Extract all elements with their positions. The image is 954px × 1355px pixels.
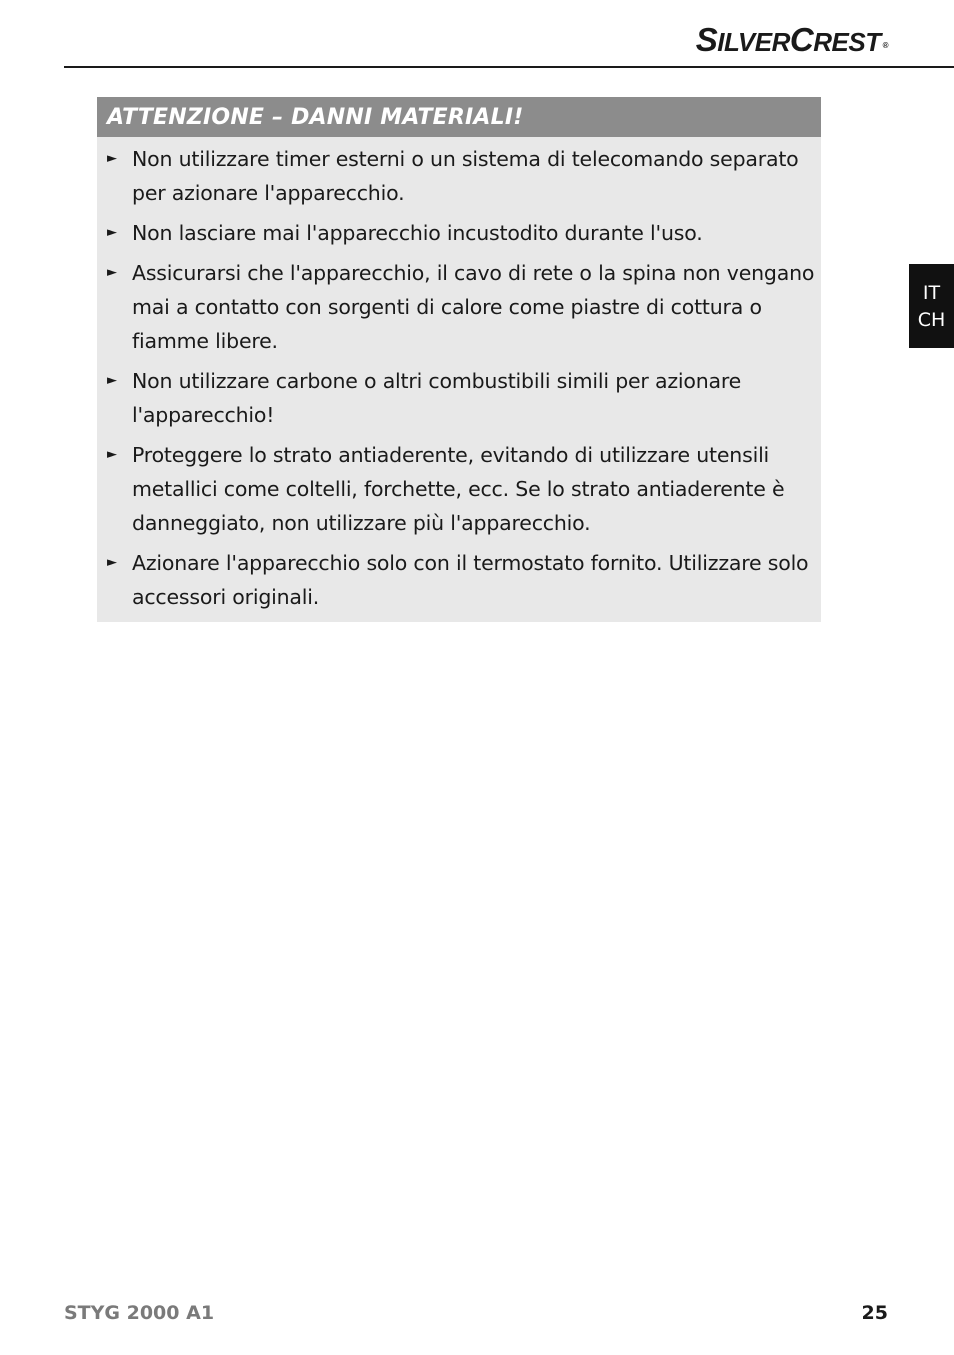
language-tab-it: IT (922, 282, 941, 304)
triangle-bullet-icon: ► (107, 373, 117, 388)
triangle-bullet-icon: ► (107, 265, 117, 280)
warning-list (97, 137, 821, 614)
warning-box (97, 97, 821, 622)
brand-logo (696, 20, 888, 62)
brand-letter-s: S (695, 21, 718, 58)
list-item (107, 216, 815, 250)
triangle-bullet-icon: ► (107, 225, 117, 240)
brand-letter-c: C (789, 21, 814, 58)
list-item-text: Non utilizzare carbone o altri combustibili simili per azionare l'apparecchio! (132, 369, 742, 427)
brand-text-ilver: ILVER (717, 27, 790, 57)
triangle-bullet-icon: ► (107, 447, 117, 462)
header-divider (64, 66, 954, 68)
list-item (107, 256, 815, 358)
registered-mark: ® (882, 41, 888, 50)
list-item (107, 546, 815, 614)
list-item-text: Non utilizzare timer esterni o un sistema di telecomando separato per azionare l'apparecchio. (132, 147, 799, 205)
language-tab (909, 264, 954, 348)
list-item-text: Azionare l'apparecchio solo con il termostato fornito. Utilizzare solo accessori originali. (132, 551, 809, 609)
list-item (107, 142, 815, 210)
list-item-text: Assicurarsi che l'apparecchio, il cavo di rete o la spina non vengano mai a contatto con sorgenti di calore come piastre di cottura o fiamme libere. (132, 261, 815, 353)
brand-text-rest: REST (813, 27, 881, 57)
page-number: 25 (861, 1302, 888, 1324)
list-item (107, 438, 815, 540)
footer-model-number: STYG 2000 A1 (64, 1302, 215, 1324)
list-item-text: Proteggere lo strato antiaderente, evitando di utilizzare utensili metallici come coltelli, forchette, ecc. Se lo strato antiaderente è danneggiato, non utilizzare più l'apparecchio. (132, 443, 785, 535)
language-tab-ch: CH (917, 309, 946, 331)
list-item-text: Non lasciare mai l'apparecchio incustodito durante l'uso. (132, 221, 703, 245)
list-item (107, 364, 815, 432)
triangle-bullet-icon: ► (107, 555, 117, 570)
triangle-bullet-icon: ► (107, 151, 117, 166)
warning-title: ATTENZIONE – DANNI MATERIALI! (97, 97, 821, 137)
